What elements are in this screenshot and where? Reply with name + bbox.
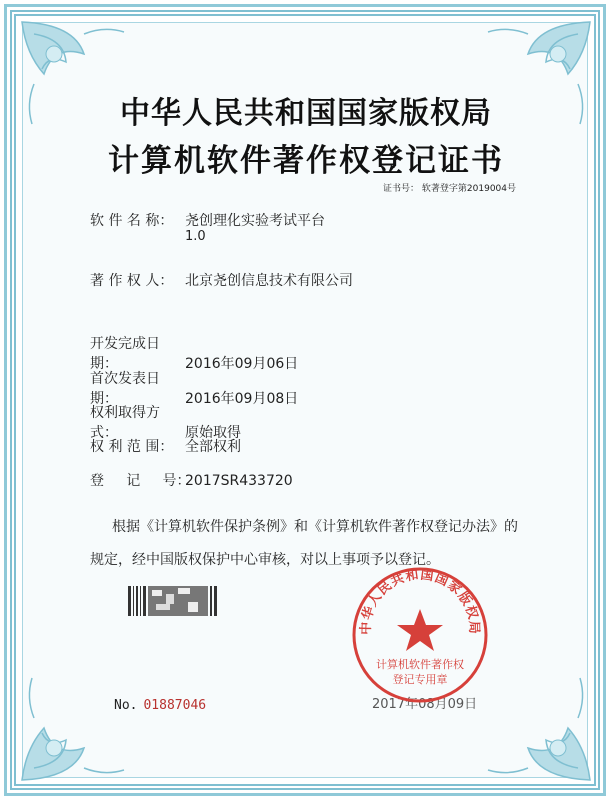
body-text-line: 规定，经中国版权保护中心审核，对以上事项予以登记。: [90, 552, 440, 568]
seal-ring-text: 中华人民共和国国家版权局: [358, 567, 482, 635]
serial-number: [114, 698, 206, 713]
seal-center-line1: 计算机软件著作权: [376, 658, 464, 671]
issuer-title: 中华人民共和国国家版权局: [120, 96, 492, 131]
field-label: 开发完成日期：: [90, 336, 160, 372]
field-scope: [90, 436, 241, 456]
field-value: 原始取得: [185, 425, 241, 441]
field-label: 权利取得方式：: [90, 405, 160, 441]
issue-date: 2017年08月09日: [372, 697, 478, 712]
field-value: 2016年09月08日: [185, 391, 299, 407]
field-label: 登 记 号：: [90, 473, 191, 489]
field-value: 全部权利: [185, 439, 241, 455]
field-value: 2016年09月06日: [185, 356, 299, 372]
serial-label: No.: [114, 698, 138, 713]
field-reg-no: [90, 470, 293, 490]
field-software-name: [90, 210, 325, 230]
field-value: 2017SR433720: [185, 473, 293, 489]
field-label: 权 利 范 围：: [90, 439, 174, 455]
field-value: 尧创理化实验考试平台: [185, 213, 325, 229]
field-version: 1.0: [185, 229, 206, 244]
field-owner: [90, 270, 353, 290]
field-dev-date: [90, 333, 298, 373]
barcode-icon: [128, 586, 218, 616]
certificate-number: 证书号： 软著登字第2019004号: [383, 184, 516, 194]
field-label: 软 件 名 称：: [90, 213, 174, 229]
field-value: 北京尧创信息技术有限公司: [185, 273, 353, 289]
serial-value: 01887046: [143, 698, 207, 713]
corner-ornament-icon: [14, 668, 134, 788]
corner-ornament-icon: [478, 668, 598, 788]
seal-center-line2: 登记专用章: [392, 673, 448, 686]
field-label: 首次发表日期：: [90, 371, 160, 407]
field-label: 著 作 权 人：: [90, 273, 174, 289]
body-text-line: 根据《计算机软件保护条例》和《计算机软件著作权登记办法》的: [112, 519, 518, 535]
certificate-title: 计算机软件著作权登记证书: [108, 143, 504, 179]
official-seal-icon: [350, 565, 490, 705]
